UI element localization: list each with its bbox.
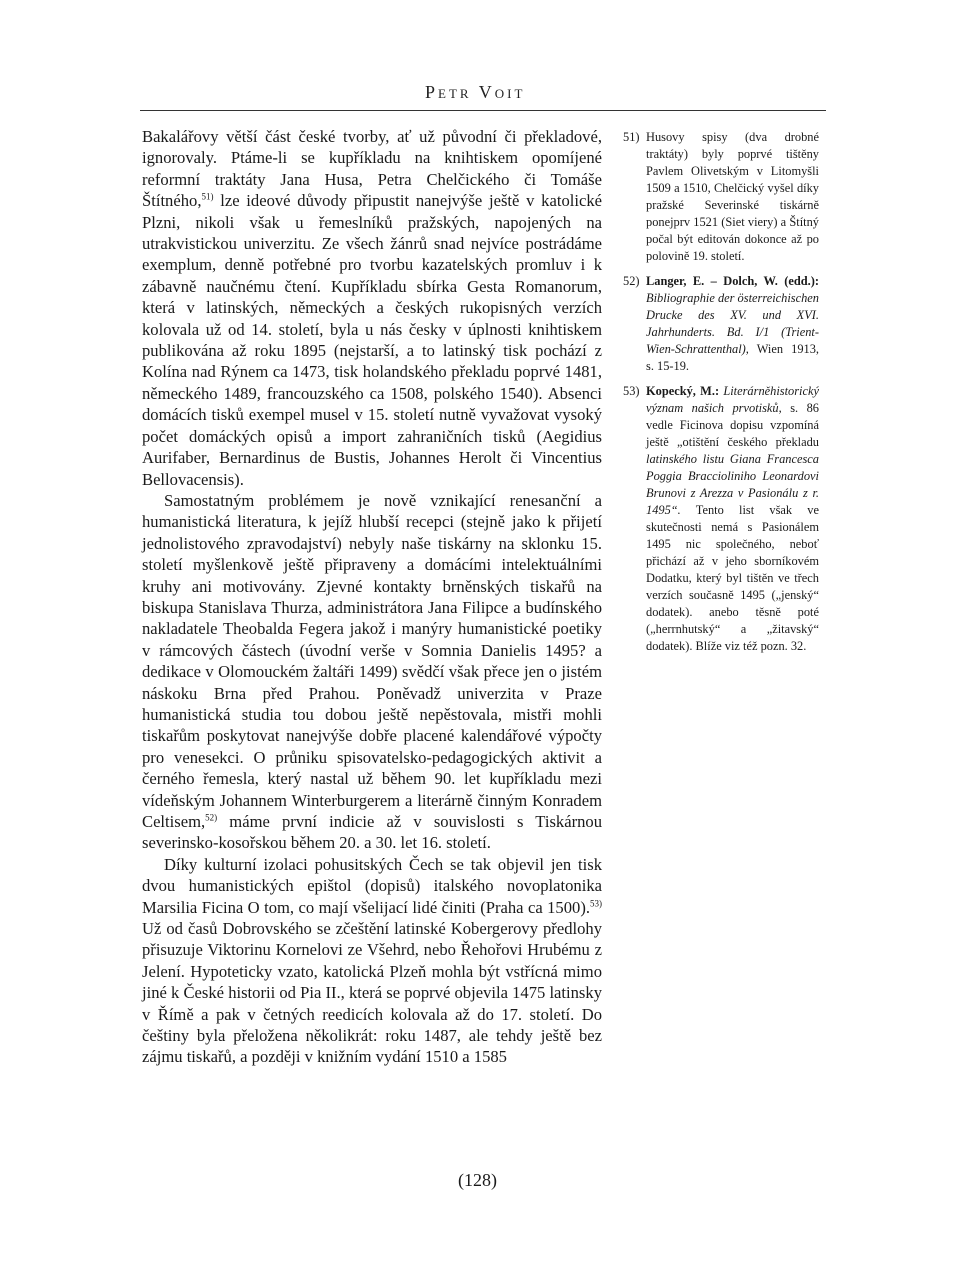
footnote-ref-52[interactable]: 52)	[205, 812, 218, 823]
footnote-ref-53[interactable]: 53)	[590, 898, 602, 909]
paragraph-1: Bakalářovy větší část české tvorby, ať už původní či překladové, ignorovaly. Ptáme-li se kupříkladu na knihtiskem opomíjené reformní traktáty Jana Husa, Petra Chelčického či Tomáše Štítného,$^{51)}$ lze ideové důvody připustit nanejvýše ještě v katolické Plzni, nikoli však u řemeslníků pražských, napojených na utrakvistickou univerzitu. Ze všech žánrů snad nejvíce postrádáme exemplum, denně potřebné pro tvorbu kazatelských promluv i k zábavně naučnému čtení. Kupříkladu sbírka Gesta Romanorum, která v latinských, německých a českých rukopisných verzích kolovala už od 14. století, byla u nás česky v úplnosti knihtiskem publikována až roku 1895 (nejstarší, a to latinský tisk pochází z Kolína nad Rýnem ca 1473, tisk holandského překladu poprvé 1481, německého 1489, francouzského ca 1508, polského 1540). Absenci domácích tisků exempel musel v 15. století nutně vyvažovat vysoký počet domáckých opisů a import zahraničních tisků (Aegidius Aurifaber, Bernardinus de Bustis, Johannes Herolt či Vincentius Bellovacensis).	[142, 127, 602, 489]
footnote-author: Langer, E. – Dolch, W. (edd.):	[646, 274, 819, 288]
footnote-text: Husovy spisy (dva drobné traktáty) byly poprvé tištěny Pavlem Olivetským v Litomyšli 1509 a 1510, Chelčický vyšel díky pražské Severinské tiskárně ponejprv 1521 (Siet viery) a Štítný počal být editován dokonce až po polovině 19. století.	[646, 130, 819, 263]
side-notes-column	[623, 129, 819, 663]
header-rule	[140, 110, 826, 111]
footnote-52	[623, 273, 819, 375]
footnote-text: Wien 1913, s. 15-19.	[646, 342, 819, 373]
footnote-ref-51[interactable]: 51)	[201, 191, 214, 202]
paragraph-3: Díky kulturní izolaci pohusitských Čech se tak objevil jen tisk dvou humanistických epištol (dopisů) italského novoplatonika Marsilia Ficina O tom, co mají všelijací lidé činiti (Praha ca 1500).$^{53)}$ Už od časů Dobrovského se zčeštění latinské Kobergerovy předlohy přisuzuje Viktorinu Kornelovi ze Všehrd, nebo Řehořovi Hrubému z Jelení. Hypoteticky vzato, katolická Plzeň mohla být vstřícná mimo jiné k České historii od Pia II., která se poprvé objevila 1475 latinsky v Římě a pak v četných reedicích kolovala až do 17. století. Do češtiny byla přeložena několikrát: roku 1487, ale tehdy ještě bez zájmu tiskařů, a později v knižním vydání 1510 a 1585	[142, 854, 602, 1067]
running-head	[425, 82, 545, 103]
footnote-number: 53)	[623, 384, 640, 398]
footnote-title: Literárněhistorický význam našich prvotisků,	[646, 384, 819, 415]
paragraph-2: Samostatným problémem je nově vznikající renesanční a humanistická literatura, k jejíž hlubší recepci (stejně jako k přijetí jednolistového zpravodajství) nebyly naše tiskárny na sklonku 15. století myšlenkově ještě připraveny a domácími intelektuálními kruhy ani motivovány. Zjevné kontakty brněnských tiskařů na biskupa Stanislava Thurza, administrátora Jana Filipce a budínského nakladatele Theobalda Fegera jakož i manýry humanistické poetiky v rámcových částech (úvodní verše v Somnia Danielis 1495? a dedikace v Olomouckém žaltáři 1499) svědčí však přece jen o jistém náskoku Brna před Prahou. Poněvadž univerzita v Praze humanistická studia tou dobou ještě nepěstovala, mistři mohli tiskařům poskytovat nanejvýše dobře placené kalendářové výpočty pro venesekci. O průniku spisovatelsko-pedagogických aktivit a černého řemesla, který nastal už během 90. let kupříkladu mezi vídeňským Johannem Winterburgerem a literárně činným Konradem Celtisem,$^{52)}$ máme první indicie až v souvislosti s Tiskárnou severinsko-kosořskou během 20. a 30. let 16. století.	[142, 490, 602, 853]
footnote-text: Tento list však ve skutečnosti nemá s Pasionálem 1495 nic společného, neboť přichází až v jeho sborníkovém Dodatku, který byl tištěn ve třech verzích současně 1495 („jenský“ dodatek). anebo těsně poté („herrnhutský“ a „žitavský“ dodatek). Blíže viz též pozn. 32.	[646, 503, 819, 653]
running-head-text: Petr Voit	[425, 82, 526, 102]
footnote-author: Kopecký, M.:	[646, 384, 720, 398]
footnote-51	[623, 129, 819, 265]
page-number: (128)	[458, 1170, 497, 1190]
footnote-number: 52)	[623, 274, 640, 288]
footnote-number: 51)	[623, 130, 640, 144]
footnote-quoted-title: latinského listu Giana Francesca Poggia Braccioliniho Leonardovi Brunovi z Arezza v Pasionálu z r. 1495“.	[646, 452, 819, 517]
footnote-text: s. 86 vedle Ficinova dopisu vzpomíná ještě „otištění českého překladu	[646, 401, 819, 449]
footnote-title: Bibliographie der österreichischen Drucke des XV. und XVI. Jahrhunderts. Bd. I/1 (Trient-Wien-Schrattenthal),	[646, 291, 819, 356]
footnote-53	[623, 383, 819, 655]
main-text-column	[142, 126, 602, 1068]
